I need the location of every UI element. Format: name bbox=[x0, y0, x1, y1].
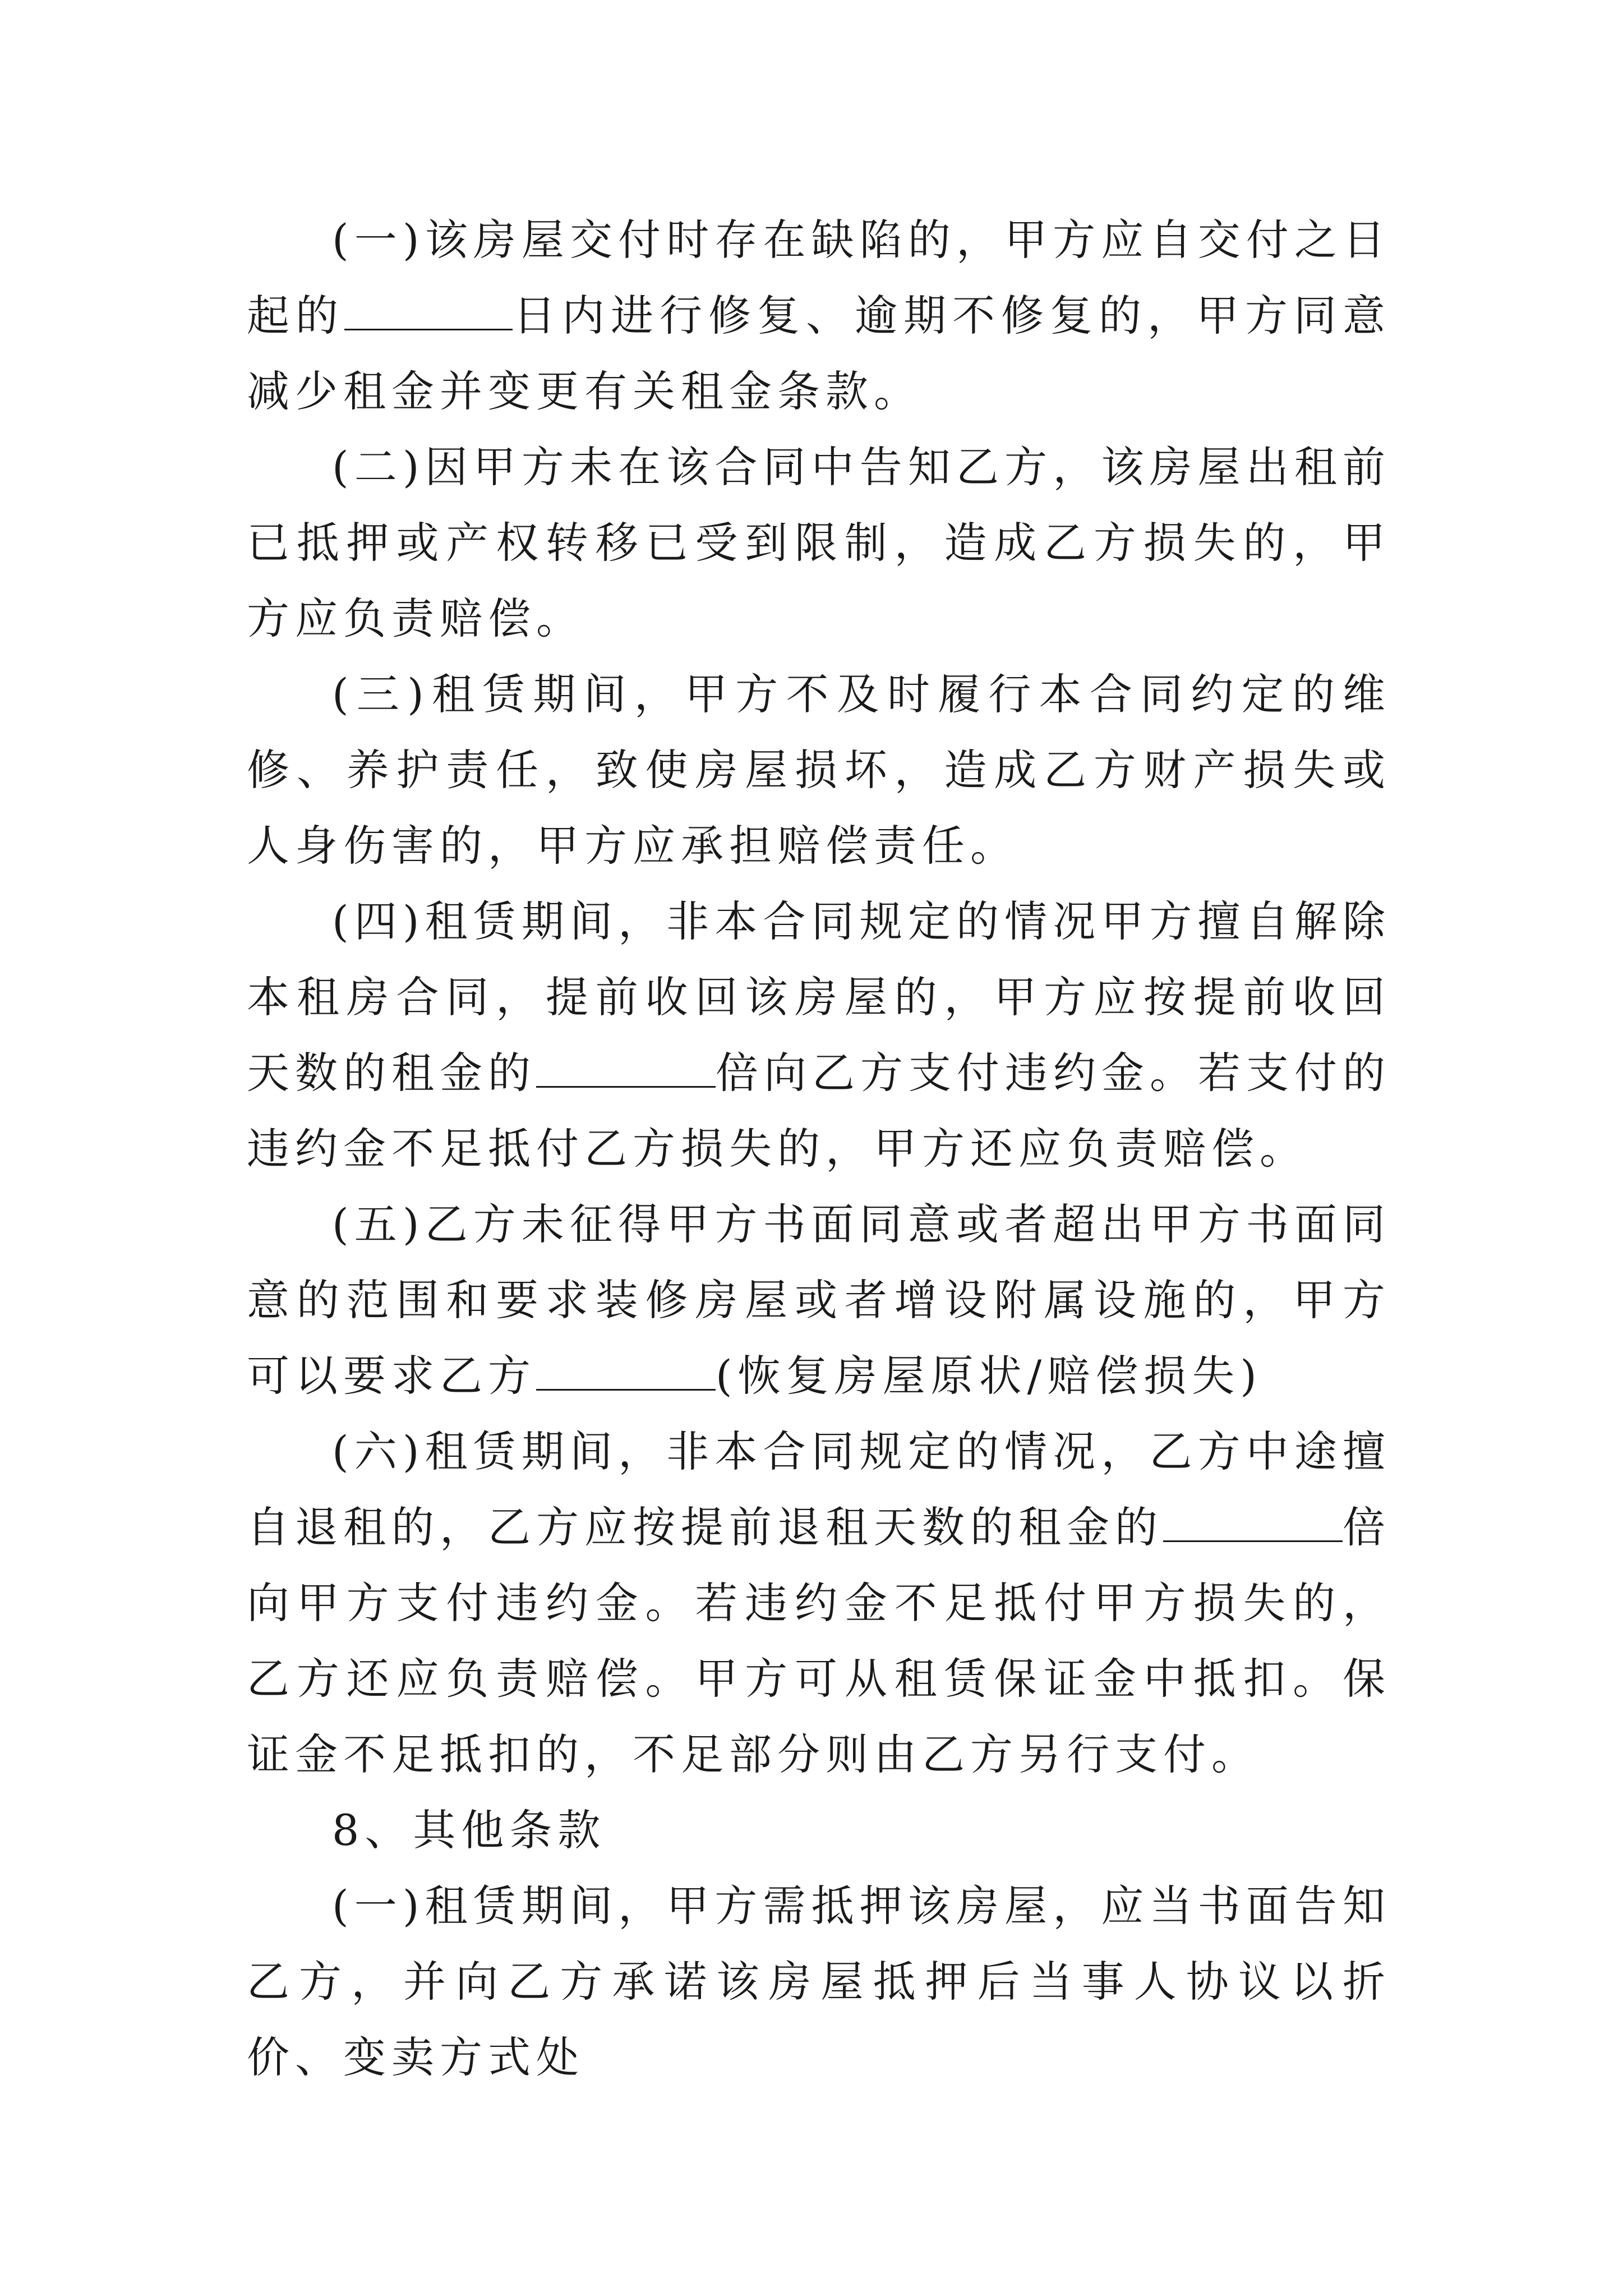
remedy-blank bbox=[536, 1338, 716, 1391]
clause-1-defect-repair bbox=[247, 202, 1391, 429]
clause-3-maintenance bbox=[247, 656, 1391, 884]
clause-5-renovation bbox=[247, 1186, 1391, 1414]
clause-text: (四)租赁期间，非本合同规定的情况甲方擅自解除本租房合同，提前收回该房屋的，甲方应按提前收回天数的租金的 bbox=[247, 896, 1391, 1098]
clause-text: (五)乙方未征得甲方书面同意或者超出甲方书面同意的范围和要求装修房屋或者增设附属设施的，甲方可以要求乙方 bbox=[247, 1199, 1391, 1401]
clause-text: 日内进行修复、逾期不修复的，甲方同意减少租金并变更有关租金条款。 bbox=[247, 291, 1391, 416]
section-8-heading bbox=[247, 1792, 1391, 1868]
clause-4-landlord-termination bbox=[247, 884, 1391, 1186]
clause-text: 倍向乙方支付违约金。若支付的违约金不足抵付乙方损失的，甲方还应负责赔偿。 bbox=[247, 1048, 1391, 1174]
clause-text: (二)因甲方未在该合同中告知乙方，该房屋出租前已抵押或产权转移已受到限制，造成乙方损失的，甲方应负责赔偿。 bbox=[247, 442, 1391, 643]
days-blank bbox=[344, 278, 513, 330]
clause-8-1-mortgage-notice bbox=[247, 1868, 1391, 2095]
clause-2-undisclosed-mortgage bbox=[247, 429, 1391, 656]
clause-text: (一)该房屋交付时存在缺陷的，甲方应自交付之日起的 bbox=[247, 215, 1391, 341]
clause-text: (六)租赁期间，非本合同规定的情况，乙方中途擅自退租的，乙方应按提前退租天数的租金的 bbox=[247, 1427, 1391, 1552]
clause-6-tenant-termination bbox=[247, 1414, 1391, 1792]
multiplier-blank bbox=[1163, 1490, 1343, 1542]
clause-text: (一)租赁期间，甲方需抵押该房屋，应当书面告知乙方，并向乙方承诺该房屋抵押后当事人协议以折价、变卖方式处 bbox=[247, 1881, 1391, 2082]
section-title: 8、其他条款 bbox=[332, 1805, 606, 1855]
contract-text bbox=[247, 202, 1391, 2095]
clause-text: (恢复房屋原状/赔偿损失) bbox=[716, 1351, 1262, 1401]
clause-text: (三)租赁期间，甲方不及时履行本合同约定的维修、养护责任，致使房屋损坏，造成乙方财产损失或人身伤害的，甲方应承担赔偿责任。 bbox=[247, 669, 1391, 871]
multiplier-blank bbox=[536, 1036, 716, 1088]
clause-text: 倍向甲方支付违约金。若违约金不足抵付甲方损失的，乙方还应负责赔偿。甲方可从租赁保证金中抵扣。保证金不足抵扣的，不足部分则由乙方另行支付。 bbox=[247, 1502, 1391, 1779]
